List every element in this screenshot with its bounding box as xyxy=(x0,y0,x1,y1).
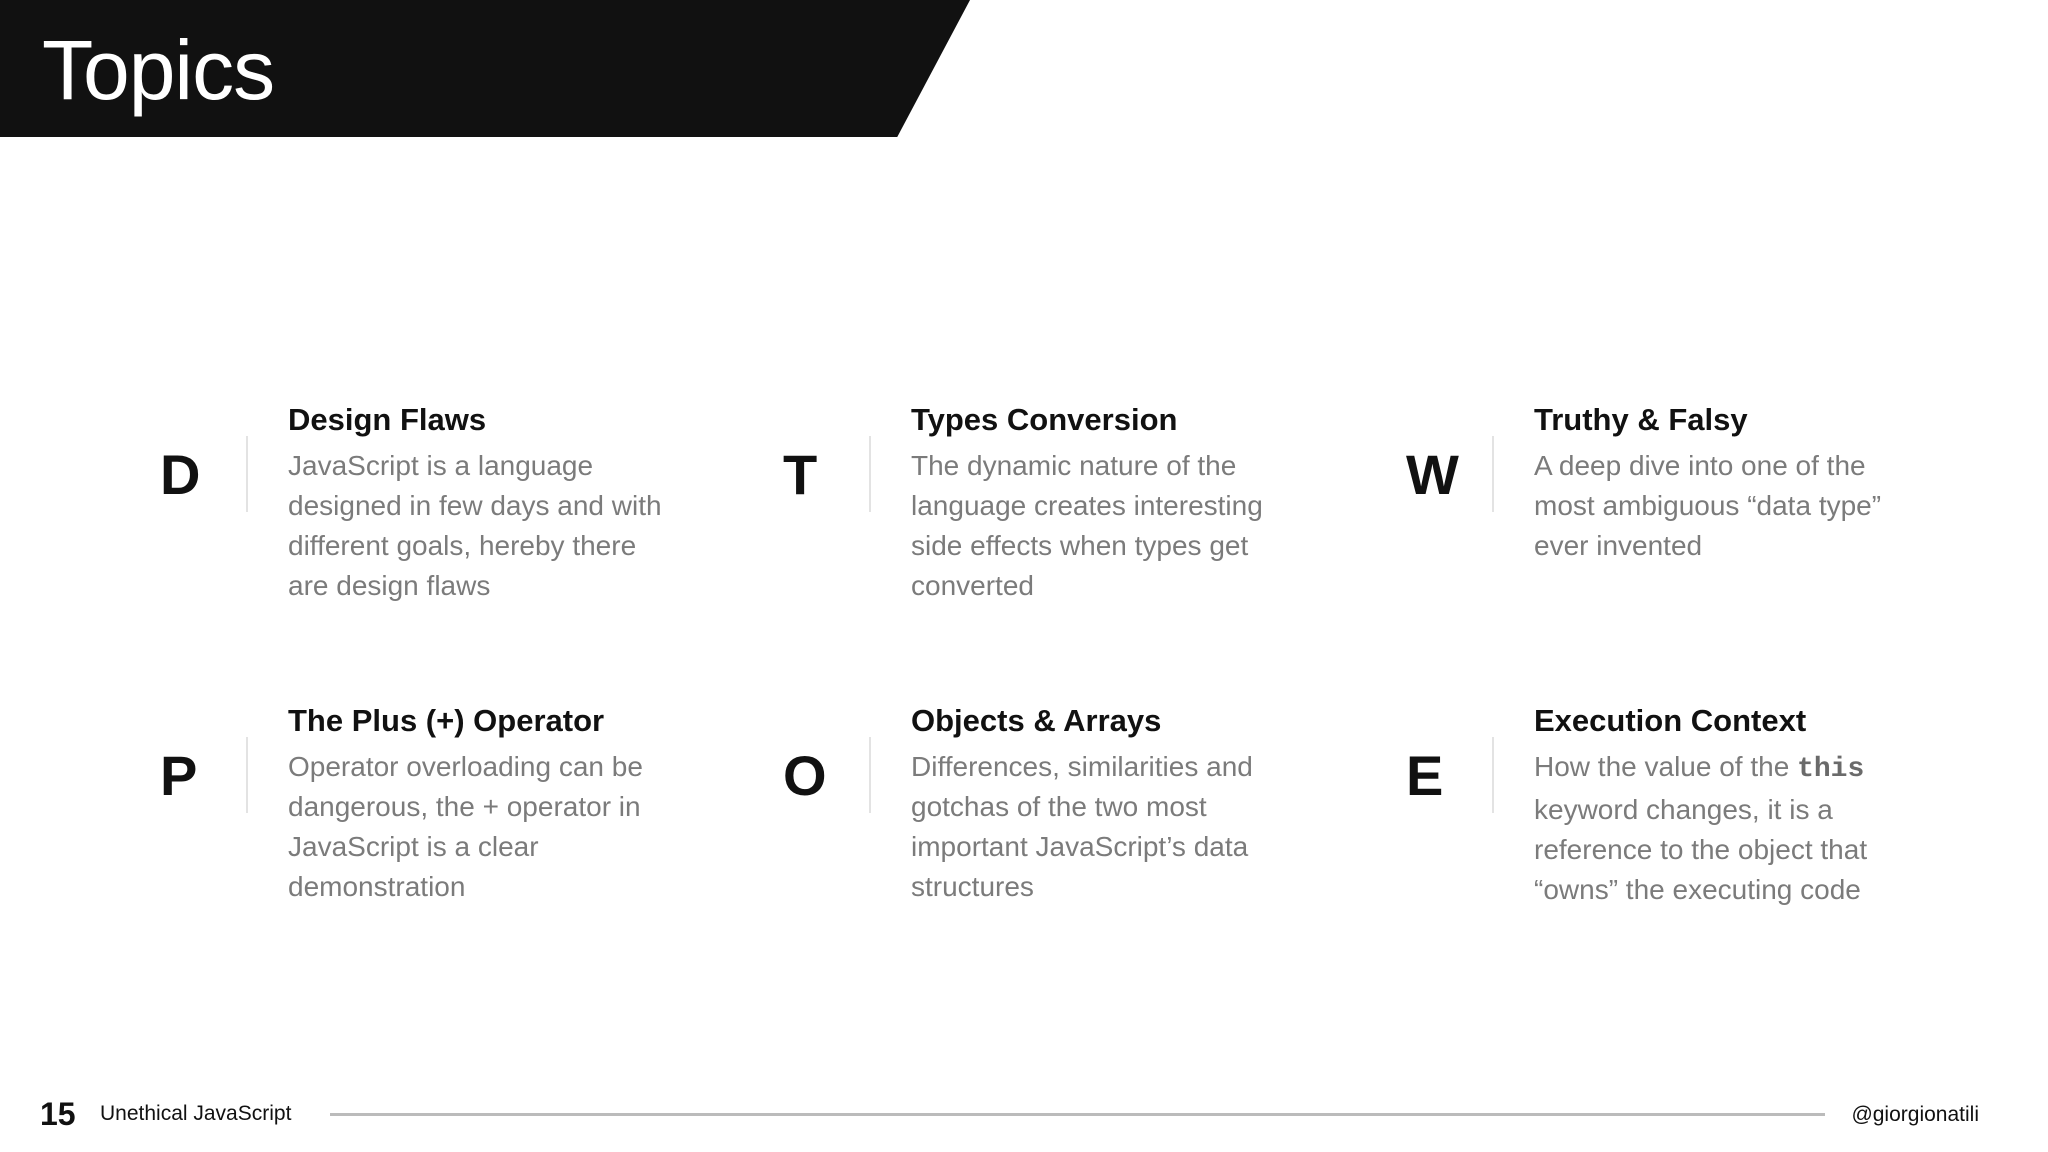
this-keyword: this xyxy=(1797,754,1865,785)
topic-execution-context xyxy=(1406,701,1906,941)
topic-divider xyxy=(246,436,248,512)
topic-heading: Execution Context xyxy=(1534,703,1807,738)
topic-heading: Types Conversion xyxy=(911,402,1178,437)
description-text: keyword changes, it is a reference to the object that “owns” the executing code xyxy=(1534,794,1868,905)
topic-letter: P xyxy=(160,744,198,807)
topic-divider xyxy=(869,737,871,813)
author-handle: @giorgionatili xyxy=(1851,1103,1979,1126)
topic-letter: W xyxy=(1406,443,1459,506)
topic-truthy-falsy xyxy=(1406,400,1906,640)
topic-heading: Design Flaws xyxy=(288,402,487,437)
topic-letter: E xyxy=(1406,744,1444,807)
footer-divider xyxy=(330,1113,1825,1116)
topic-heading: Objects & Arrays xyxy=(911,703,1162,738)
deck-title: Unethical JavaScript xyxy=(100,1102,292,1125)
topic-divider xyxy=(869,436,871,512)
topic-description: Differences, similarities and gotchas of the two most important JavaScript’s data structures xyxy=(911,751,1253,902)
page-number: 15 xyxy=(40,1096,76,1132)
topic-description: JavaScript is a language designed in few days and with different goals, hereby there are design flaws xyxy=(288,450,662,601)
slide-title: Topics xyxy=(42,23,275,117)
topic-description xyxy=(1534,747,1924,910)
topic-objects-arrays xyxy=(783,701,1283,941)
topic-letter: T xyxy=(783,443,818,506)
topic-description: Operator overloading can be dangerous, the + operator in JavaScript is a clear demonstration xyxy=(288,751,643,902)
topic-letter: O xyxy=(783,744,827,807)
topic-divider xyxy=(1492,436,1494,512)
topic-letter: D xyxy=(160,443,201,506)
topic-plus-operator xyxy=(160,701,660,941)
topic-divider xyxy=(1492,737,1494,813)
topic-description: A deep dive into one of the most ambiguous “data type” ever invented xyxy=(1534,450,1882,561)
topic-description: The dynamic nature of the language creates interesting side effects when types get converted xyxy=(911,450,1263,601)
topic-types-conversion xyxy=(783,400,1283,640)
topic-heading: Truthy & Falsy xyxy=(1534,402,1748,437)
description-text: How the value of the xyxy=(1534,751,1790,782)
topic-divider xyxy=(246,737,248,813)
topic-design-flaws xyxy=(160,400,660,640)
topic-heading: The Plus (+) Operator xyxy=(288,703,605,738)
